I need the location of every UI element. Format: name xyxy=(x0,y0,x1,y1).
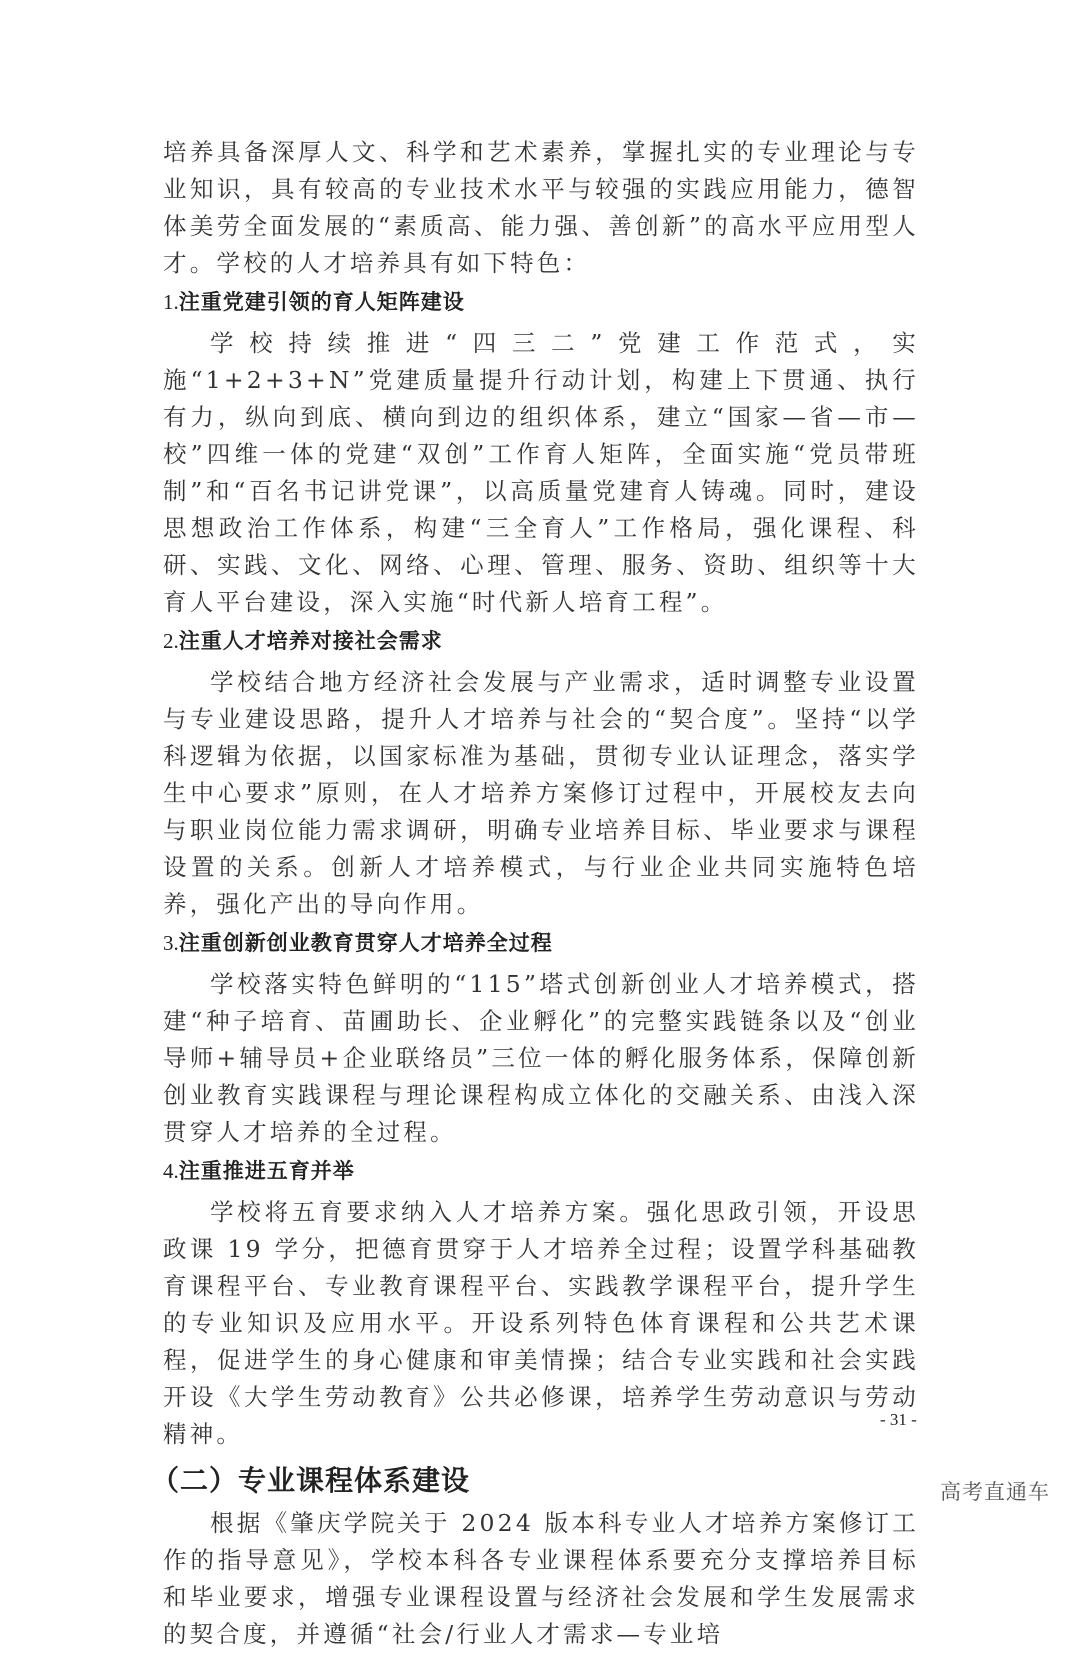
section-4-paragraph: 学校将五育要求纳入人才培养方案。强化思政引领，开设思政课 19 学分，把德育贯穿于人才培养全过程；设置学科基础教育课程平台、专业教育课程平台、实践教学课程平台，提升学生的专业知识及应用水平。开设系列特色体育课程和公共艺术课程，促进学生的身心健康和审美情操；结合专业实践和社会实践开设《大学生劳动教育》公共必修课，培养学生劳动意识与劳动精神。 xyxy=(163,1198,919,1448)
section-heading-two: （二）专业课程体系建设 xyxy=(151,1464,471,1497)
document-page xyxy=(151,134,919,1653)
subheading-title: 注重人才培养对接社会需求 xyxy=(178,629,443,653)
subheading-number: 4. xyxy=(163,1159,179,1183)
subheading-title: 注重党建引领的育人矩阵建设 xyxy=(178,290,465,314)
subheading-number: 3. xyxy=(163,931,179,955)
section-2-paragraph: 学校结合地方经济社会发展与产业需求，适时调整专业设置与专业建设思路，提升人才培养与社会的“契合度”。坚持“以学科逻辑为依据，以国家标准为基础，贯彻专业认证理念，落实学生中心要求”原则，在人才培养方案修订过程中，开展校友去向与职业岗位能力需求调研，明确专业培养目标、毕业要求与课程设置的关系。创新人才培养模式，与行业企业共同实施特色培养，强化产出的导向作用。 xyxy=(163,668,919,918)
subheading-title: 注重推进五育并举 xyxy=(178,1159,355,1183)
section-two-paragraph: 根据《肇庆学院关于 2024 版本科专业人才培养方案修订工作的指导意见》，学校本科各专业课程体系要充分支撑培养目标和毕业要求，增强专业课程设置与经济社会发展和学生发展需求的契合度，并遵循“社会/行业人才需求—专业培 xyxy=(163,1509,919,1648)
subheading-number: 1. xyxy=(163,290,179,314)
section-3-paragraph: 学校落实特色鲜明的“115”塔式创新创业人才培养模式，搭建“种子培育、苗圃助长、企业孵化”的完整实践链条以及“创业导师+辅导员+企业联络员”三位一体的孵化服务体系，保障创新创业教育实践课程与理论课程构成立体化的交融关系、由浅入深贯穿人才培养的全过程。 xyxy=(163,970,919,1146)
subheading-4 xyxy=(163,1153,919,1190)
subheading-1 xyxy=(163,284,919,321)
section-1-paragraph: 学校持续推进“四三二”党建工作范式，实施“1+2+3+N”党建质量提升行动计划，构建上下贯通、执行有力，纵向到底、横向到边的组织体系，建立“国家—省—市—校”四维一体的党建“双创”工作育人矩阵，全面实施“党员带班制”和“百名书记讲党课”，以高质量党建育人铸魂。同时，建设思想政治工作体系，构建“三全育人”工作格局，强化课程、科研、实践、文化、网络、心理、管理、服务、资助、组织等十大育人平台建设，深入实施“时代新人培育工程”。 xyxy=(163,329,919,616)
intro-paragraph: 培养具备深厚人文、科学和艺术素养，掌握扎实的专业理论与专业知识，具有较高的专业技术水平与较强的实践应用能力，德智体美劳全面发展的“素质高、能力强、善创新”的高水平应用型人才。学校的人才培养具有如下特色： xyxy=(163,138,919,277)
subheading-3 xyxy=(163,925,919,962)
watermark: 高考直通车 xyxy=(940,1480,1050,1504)
subheading-2 xyxy=(163,623,919,660)
subheading-title: 注重创新创业教育贯穿人才培养全过程 xyxy=(178,931,553,955)
subheading-number: 2. xyxy=(163,629,179,653)
page-number: - 31 - xyxy=(880,1410,917,1429)
